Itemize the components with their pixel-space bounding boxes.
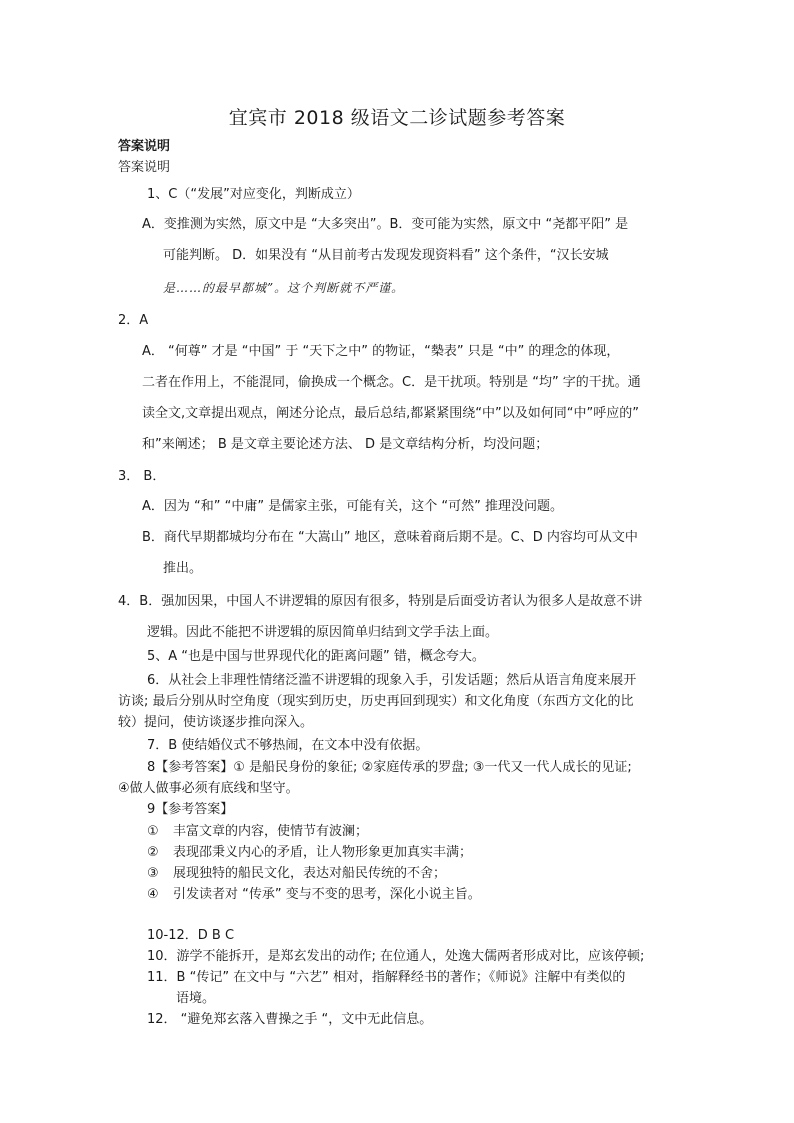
q4-explanation-line: 逻辑。因此不能把不讲逻辑的原因简单归结到文学手法上面。 xyxy=(147,625,499,640)
q9-item-number: ④ xyxy=(147,887,159,902)
q1-explanation-line: A．变推测为实然，原文中是 “大多突出”。B．变可能为实然，原文中 “尧都平阳” 是 xyxy=(142,217,629,232)
q9-item xyxy=(147,866,446,882)
q11-explanation-continued: 语境。 xyxy=(176,991,216,1006)
q9-heading: 9【参考答案】 xyxy=(147,802,234,817)
q9-item xyxy=(147,887,481,903)
q2-explanation-line: 二者在作用上，不能混同，偷换成一个概念。C．是干扰项。特别是 “均” 字的干扰。通 xyxy=(142,375,641,390)
q9-item xyxy=(147,824,368,840)
q6-explanation-line: 较）提问，使访谈逐步推向深入。 xyxy=(118,715,314,730)
q1-answer: 1、C（“发展”对应变化，判断成立） xyxy=(147,187,360,202)
q9-item-number: ③ xyxy=(147,866,159,881)
q2-explanation-line: 和”来阐述； B 是文章主要论述方法、 D 是文章结构分析，均没问题； xyxy=(142,437,549,452)
q8-answer-continued: ④做人做事必须有底线和坚守。 xyxy=(118,781,299,796)
q10-explanation: 10．游学不能拆开，是郑玄发出的动作; 在位通人，处逸大儒两者形成对比，应该停顿; xyxy=(147,949,645,964)
section-heading: 答案说明 xyxy=(118,139,171,154)
q9-item xyxy=(147,845,472,861)
q9-item-text: 丰富文章的内容，使情节有波澜； xyxy=(173,824,369,839)
q9-item-text: 展现独特的船民文化，表达对船民传统的不舍； xyxy=(173,866,447,881)
q3-explanation-line: B．商代早期都城均分布在 “大嵩山” 地区，意味着商后期不是。C、D 内容均可从文中 xyxy=(142,530,638,545)
q4-answer: 4．B．强加因果，中国人不讲逻辑的原因有很多，特别是后面受访者认为很多人是故意不讲 xyxy=(118,594,643,609)
q11-explanation: 11．B “传记” 在文中与 “六艺” 相对，指解释经书的著作；《师说》注解中有类似的 xyxy=(147,970,626,985)
q6-explanation-line: 访谈; 最后分别从时空角度（现实到历史，历史再回到现实）和文化角度（东西方文化的比 xyxy=(118,694,634,709)
q5-answer: 5、A “也是中国与世界现代化的距离问题” 错，概念夸大。 xyxy=(147,649,485,664)
q2-explanation-line: 读全文,文章提出观点，阐述分论点，最后总结,都紧紧围绕“中”以及如何同“中”呼应的” xyxy=(142,406,639,421)
q9-item-text: 表现邵秉义内心的矛盾，让人物形象更加真实丰满； xyxy=(173,845,473,860)
q3-explanation-line: 推出。 xyxy=(163,561,203,576)
q2-explanation-line: A． “何尊” 才是 “中国” 于 “天下之中” 的物证，“槷表” 只是 “中” 的理念的体现， xyxy=(142,344,620,359)
q2-answer: 2．A xyxy=(118,313,149,328)
q3-explanation-line: A．因为 “和” “中庸” 是儒家主张，可能有关，这个 “可然” 推理没问题。 xyxy=(142,499,563,514)
q12-explanation: 12． “避免郑玄落入曹操之手 “，文中无此信息。 xyxy=(147,1012,433,1027)
q8-answer: 8【参考答案】① 是船民身份的象征; ②家庭传承的罗盘; ③一代又一代人成长的见证; xyxy=(147,760,632,775)
q9-item-number: ② xyxy=(147,845,159,860)
section-subheading: 答案说明 xyxy=(118,160,171,175)
q10-12-answers: 10-12．D B C xyxy=(147,928,235,943)
q6-answer: 6．从社会上非理性情绪泛滥不讲逻辑的现象入手，引发话题；然后从语言角度来展开 xyxy=(147,673,637,688)
q1-explanation-line: 是……的最早都城”。这个判断就不严谨。 xyxy=(163,281,405,295)
q1-explanation-line: 可能判断。 D．如果没有 “从目前考古发现发现资料看” 这个条件，“汉长安城 xyxy=(163,248,609,263)
q9-item-number: ① xyxy=(147,824,159,839)
q7-answer: 7．B 使结婚仪式不够热闹，在文本中没有依据。 xyxy=(147,738,429,753)
q3-answer: 3． B． xyxy=(118,469,166,484)
q9-item-text: 引发读者对 “传承” 变与不变的思考，深化小说主旨。 xyxy=(173,887,481,902)
page-title: 宜宾市 2018 级语文二诊试题参考答案 xyxy=(228,107,566,129)
